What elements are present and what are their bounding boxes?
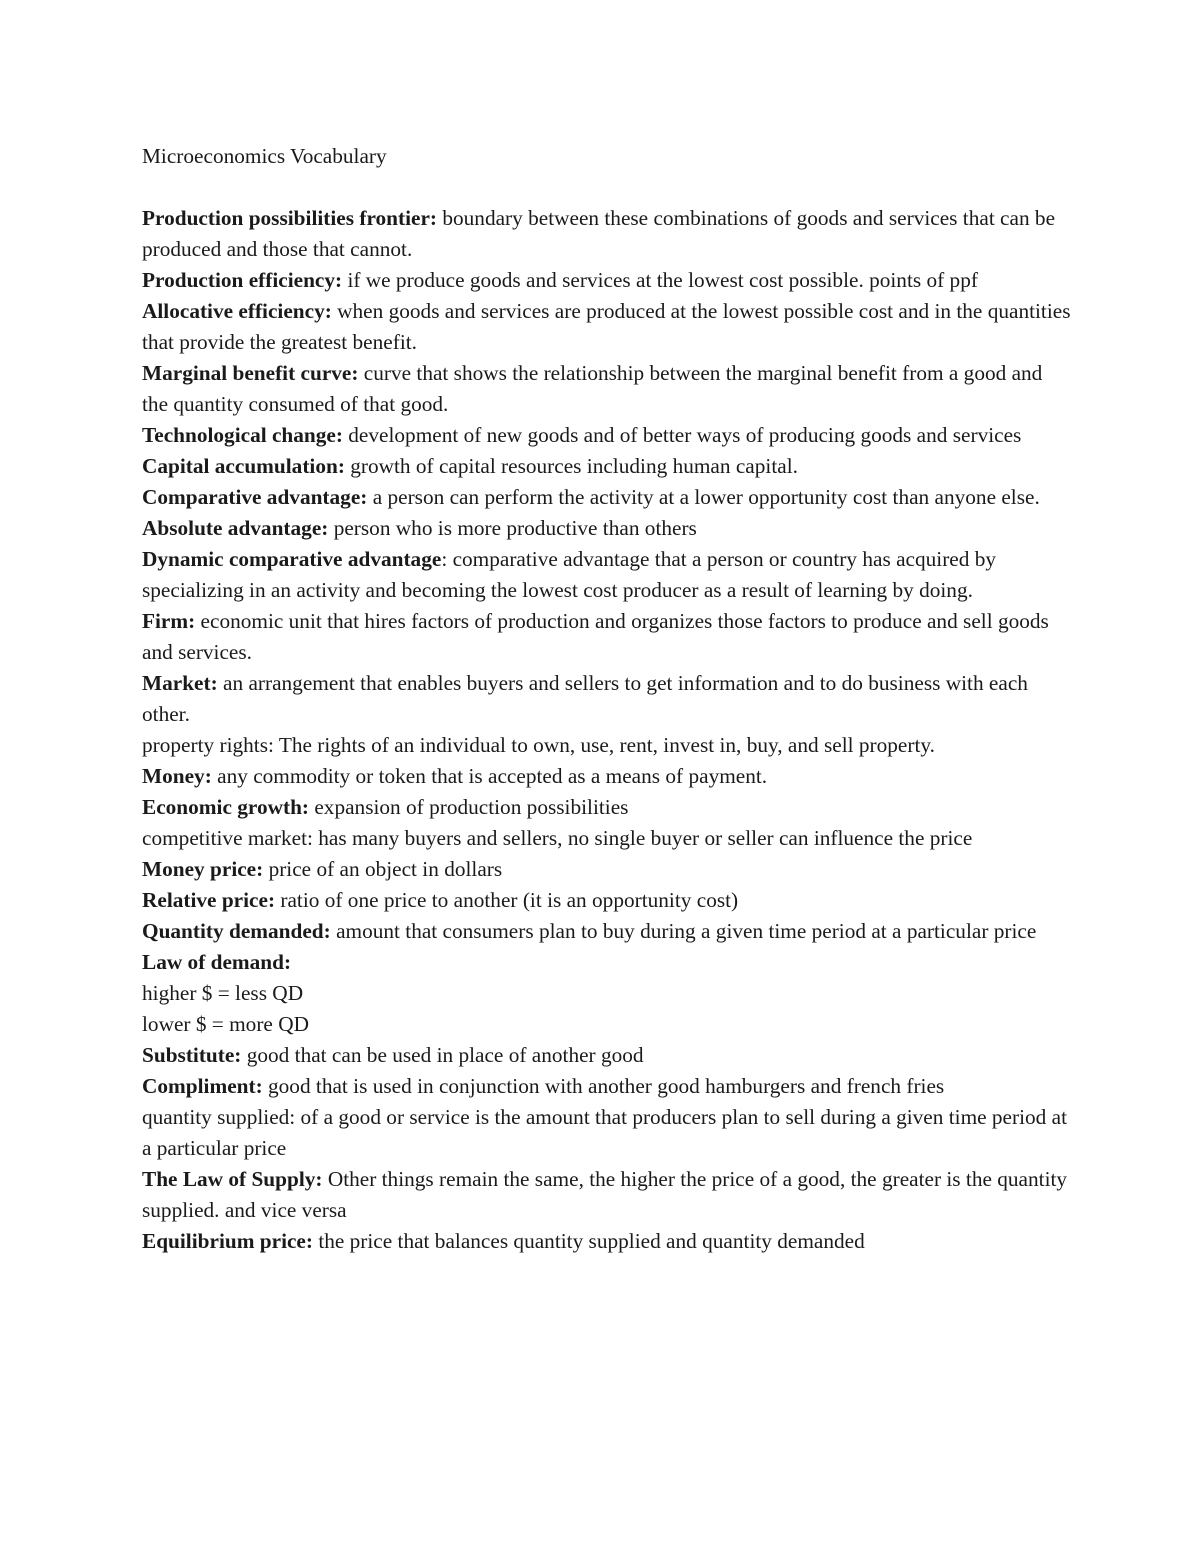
vocabulary-entry bbox=[142, 916, 1072, 947]
vocabulary-entry bbox=[142, 885, 1072, 916]
vocabulary-definition: economic unit that hires factors of production and organizes those factors to produce and sell goods and services. bbox=[142, 609, 1049, 664]
vocabulary-definition: property rights: The rights of an individual to own, use, rent, invest in, buy, and sell property. bbox=[142, 733, 935, 757]
vocabulary-entry bbox=[142, 1040, 1072, 1071]
vocabulary-term: Absolute advantage: bbox=[142, 516, 329, 540]
vocabulary-definition: ratio of one price to another (it is an opportunity cost) bbox=[280, 888, 739, 912]
vocabulary-entry bbox=[142, 1226, 1072, 1257]
vocabulary-entry bbox=[142, 947, 1072, 978]
vocabulary-term: The Law of Supply: bbox=[142, 1167, 323, 1191]
vocabulary-term: Relative price: bbox=[142, 888, 276, 912]
vocabulary-term: Production efficiency: bbox=[142, 268, 343, 292]
vocabulary-definition: the price that balances quantity supplied and quantity demanded bbox=[318, 1229, 865, 1253]
vocabulary-definition: quantity supplied: of a good or service is the amount that producers plan to sell during a given time period at a particular price bbox=[142, 1105, 1068, 1160]
vocabulary-definition: growth of capital resources including human capital. bbox=[350, 454, 798, 478]
vocabulary-definition: amount that consumers plan to buy during a given time period at a particular price bbox=[336, 919, 1037, 943]
vocabulary-entry bbox=[142, 823, 1072, 854]
term-separator: : bbox=[441, 547, 453, 571]
vocabulary-term: Equilibrium price: bbox=[142, 1229, 313, 1253]
vocabulary-entry bbox=[142, 358, 1072, 420]
vocabulary-term: Marginal benefit curve: bbox=[142, 361, 359, 385]
vocabulary-term: Compliment: bbox=[142, 1074, 263, 1098]
document-body bbox=[142, 141, 1072, 1257]
vocabulary-term: Capital accumulation: bbox=[142, 454, 345, 478]
vocabulary-entry bbox=[142, 513, 1072, 544]
vocabulary-definition: development of new goods and of better ways of producing goods and services bbox=[348, 423, 1022, 447]
vocabulary-entry bbox=[142, 668, 1072, 730]
vocabulary-definition: a person can perform the activity at a lower opportunity cost than anyone else. bbox=[372, 485, 1040, 509]
vocabulary-term: Money price: bbox=[142, 857, 264, 881]
vocabulary-term: Quantity demanded: bbox=[142, 919, 331, 943]
vocabulary-definition: when goods and services are produced at the lowest possible cost and in the quantities that provide the greatest benefit. bbox=[142, 299, 1071, 354]
vocabulary-term: Production possibilities frontier: bbox=[142, 206, 438, 230]
vocabulary-term: Law of demand: bbox=[142, 950, 292, 974]
vocabulary-definition: Other things remain the same, the higher the price of a good, the greater is the quantity supplied. and vice versa bbox=[142, 1167, 1068, 1222]
document-title: Microeconomics Vocabulary bbox=[142, 144, 387, 168]
vocabulary-term: Comparative advantage: bbox=[142, 485, 368, 509]
vocabulary-entry bbox=[142, 420, 1072, 451]
vocabulary-entry bbox=[142, 451, 1072, 482]
vocabulary-term: Firm: bbox=[142, 609, 196, 633]
vocabulary-term: Allocative efficiency: bbox=[142, 299, 332, 323]
vocabulary-entry bbox=[142, 730, 1072, 761]
vocabulary-definition: higher $ = less QD bbox=[142, 981, 304, 1005]
vocabulary-entry bbox=[142, 1071, 1072, 1102]
vocabulary-entry bbox=[142, 978, 1072, 1009]
vocabulary-definition: comparative advantage that a person or country has acquired by specializing in an activity and becoming the lowest cost producer as a result of learning by doing. bbox=[142, 547, 997, 602]
vocabulary-definition: competitive market: has many buyers and sellers, no single buyer or seller can influence the price bbox=[142, 826, 973, 850]
vocabulary-entry bbox=[142, 544, 1072, 606]
vocabulary-term: Dynamic comparative advantage bbox=[142, 547, 442, 571]
vocabulary-term: Money: bbox=[142, 764, 212, 788]
vocabulary-definition: if we produce goods and services at the lowest cost possible. points of ppf bbox=[347, 268, 978, 292]
vocabulary-entry bbox=[142, 203, 1072, 265]
vocabulary-definition: boundary between these combinations of goods and services that can be produced and those that cannot. bbox=[142, 206, 1056, 261]
vocabulary-entry bbox=[142, 761, 1072, 792]
vocabulary-definition: person who is more productive than others bbox=[333, 516, 697, 540]
vocabulary-entry bbox=[142, 1009, 1072, 1040]
vocabulary-list bbox=[142, 203, 1072, 1257]
vocabulary-entry bbox=[142, 854, 1072, 885]
vocabulary-entry bbox=[142, 1102, 1072, 1164]
vocabulary-definition: lower $ = more QD bbox=[142, 1012, 309, 1036]
vocabulary-entry bbox=[142, 265, 1072, 296]
vocabulary-definition: price of an object in dollars bbox=[268, 857, 503, 881]
vocabulary-entry bbox=[142, 1164, 1072, 1226]
vocabulary-term: Substitute: bbox=[142, 1043, 242, 1067]
vocabulary-term: Market: bbox=[142, 671, 218, 695]
vocabulary-term: Technological change: bbox=[142, 423, 343, 447]
vocabulary-entry bbox=[142, 606, 1072, 668]
vocabulary-definition: an arrangement that enables buyers and sellers to get information and to do business with each other. bbox=[142, 671, 1028, 726]
vocabulary-definition: curve that shows the relationship between the marginal benefit from a good and the quantity consumed of that good. bbox=[142, 361, 1043, 416]
vocabulary-term: Economic growth: bbox=[142, 795, 310, 819]
vocabulary-definition: any commodity or token that is accepted as a means of payment. bbox=[217, 764, 768, 788]
vocabulary-definition: expansion of production possibilities bbox=[314, 795, 629, 819]
vocabulary-entry bbox=[142, 482, 1072, 513]
vocabulary-definition: good that is used in conjunction with another good hamburgers and french fries bbox=[268, 1074, 945, 1098]
vocabulary-entry bbox=[142, 792, 1072, 823]
vocabulary-definition: good that can be used in place of another good bbox=[246, 1043, 644, 1067]
vocabulary-entry bbox=[142, 296, 1072, 358]
